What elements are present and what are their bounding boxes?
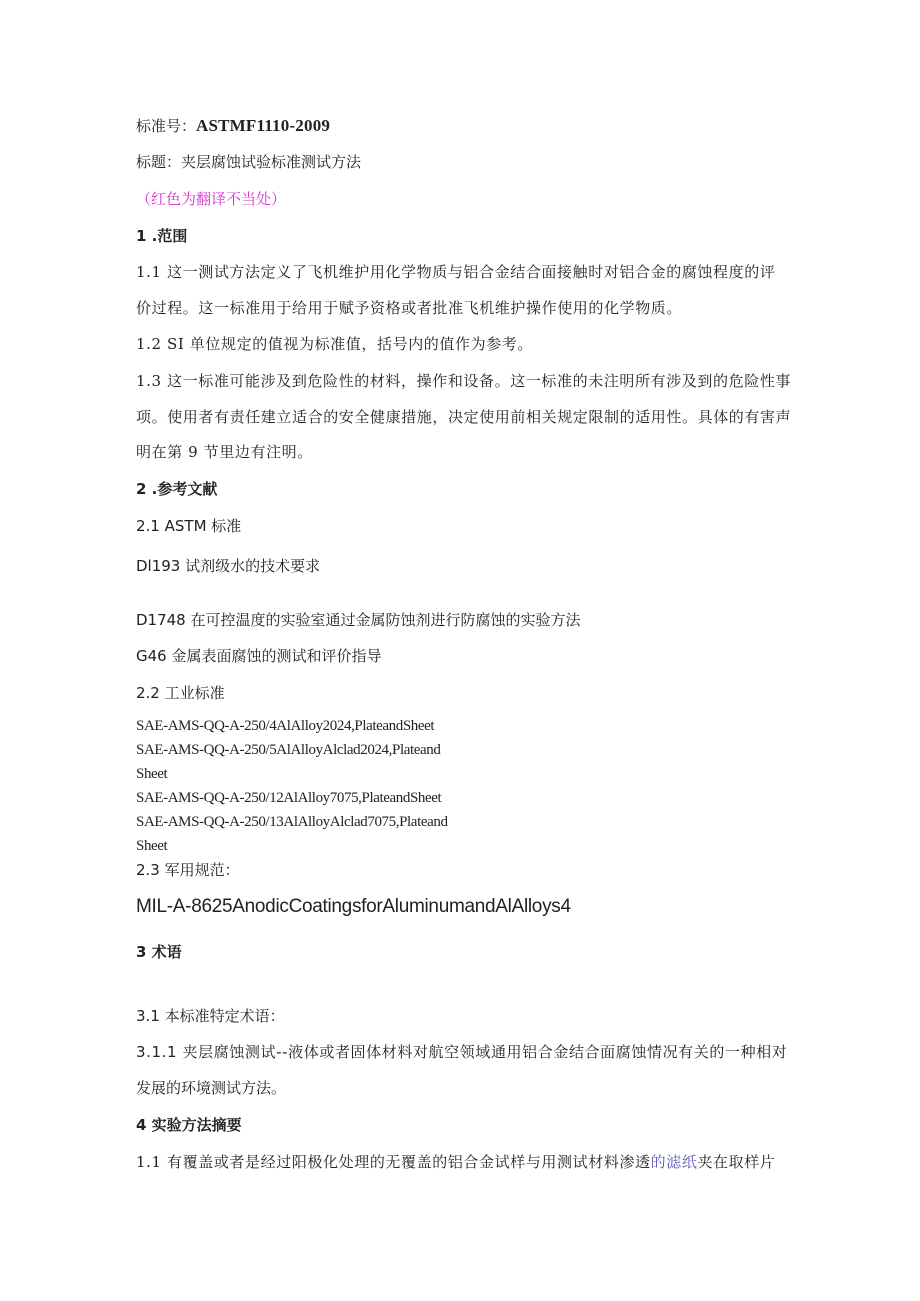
ref-sae-1: SAE-AMS-QQ-A-250/4AlAlloy2024,PlateandSheet [136,718,435,734]
para-1-1-line-1: 1.1 这一测试方法定义了飞机维护用化学物质与铝合金结合面接触时对铝合金的腐蚀程度的评 [136,263,776,281]
para-2-2: 2.2 工业标准 [136,684,225,702]
para-1-1-line-2: 价过程。这一标准用于给用于赋予资格或者批准飞机维护操作使用的化学物质。 [136,299,683,317]
standard-number-label: 标准号： [136,117,197,135]
para-2-1: 2.1 ASTM 标准 [136,517,242,535]
para-1-3-line-1: 1.3 这一标准可能涉及到危险性的材料，操作和设备。这一标准的未注明所有涉及到的危险性事 [136,372,792,390]
document-title: 标题：夹层腐蚀试验标准测试方法 [136,153,362,171]
ref-d1748: D1748 在可控温度的实验室通过金属防蚀剂进行防腐蚀的实验方法 [136,611,581,629]
para-4-1-line-1 [136,1152,775,1172]
section-3-heading: 3 术语 [136,943,182,961]
translation-note: （红色为翻译不当处） [136,190,287,208]
ref-g46: G46 金属表面腐蚀的测试和评价指导 [136,647,382,665]
para-4-1-highlight: 的滤纸 [650,1153,698,1171]
ref-mil-spec: MIL-A-8625AnodicCoatingsforAluminumandAlAlloys4 [136,896,571,917]
para-1-3-line-2: 项。使用者有责任建立适合的安全健康措施，决定使用前相关规定限制的适用性。具体的有害声 [136,408,792,426]
para-3-1: 3.1 本标准特定术语： [136,1007,285,1025]
section-2-heading: 2 .参考文献 [136,480,218,498]
ref-sae-4a: SAE-AMS-QQ-A-250/13AlAlloyAlclad7075,Plateand [136,814,448,830]
para-2-3: 2.3 军用规范： [136,861,240,879]
para-4-1-text-start: 1.1 有覆盖或者是经过阳极化处理的无覆盖的铝合金试样与用测试材料渗透 [136,1153,651,1171]
ref-sae-3: SAE-AMS-QQ-A-250/12AlAlloy7075,PlateandSheet [136,790,442,806]
para-3-1-1-line-2: 发展的环境测试方法。 [136,1079,287,1097]
ref-sae-2b: Sheet [136,766,168,782]
para-4-1-text-end: 夹在取样片 [697,1153,776,1171]
ref-d1193: Dl193 试剂级水的技术要求 [136,557,321,575]
section-4-heading: 4 实验方法摘要 [136,1116,242,1134]
ref-sae-2a: SAE-AMS-QQ-A-250/5AlAlloyAlclad2024,Plateand [136,742,441,758]
section-1-heading: 1 .范围 [136,227,188,245]
ref-sae-4b: Sheet [136,838,168,854]
standard-number-line [136,116,330,136]
standard-number-code: ASTMF1110-2009 [196,116,331,135]
para-3-1-1-line-1: 3.1.1 夹层腐蚀测试--液体或者固体材料对航空领域通用铝合金结合面腐蚀情况有关的一种相对 [136,1043,788,1061]
para-1-3-line-3: 明在第 9 节里边有注明。 [136,443,313,461]
para-1-2: 1.2 SI 单位规定的值视为标准值，括号内的值作为参考。 [136,335,533,353]
